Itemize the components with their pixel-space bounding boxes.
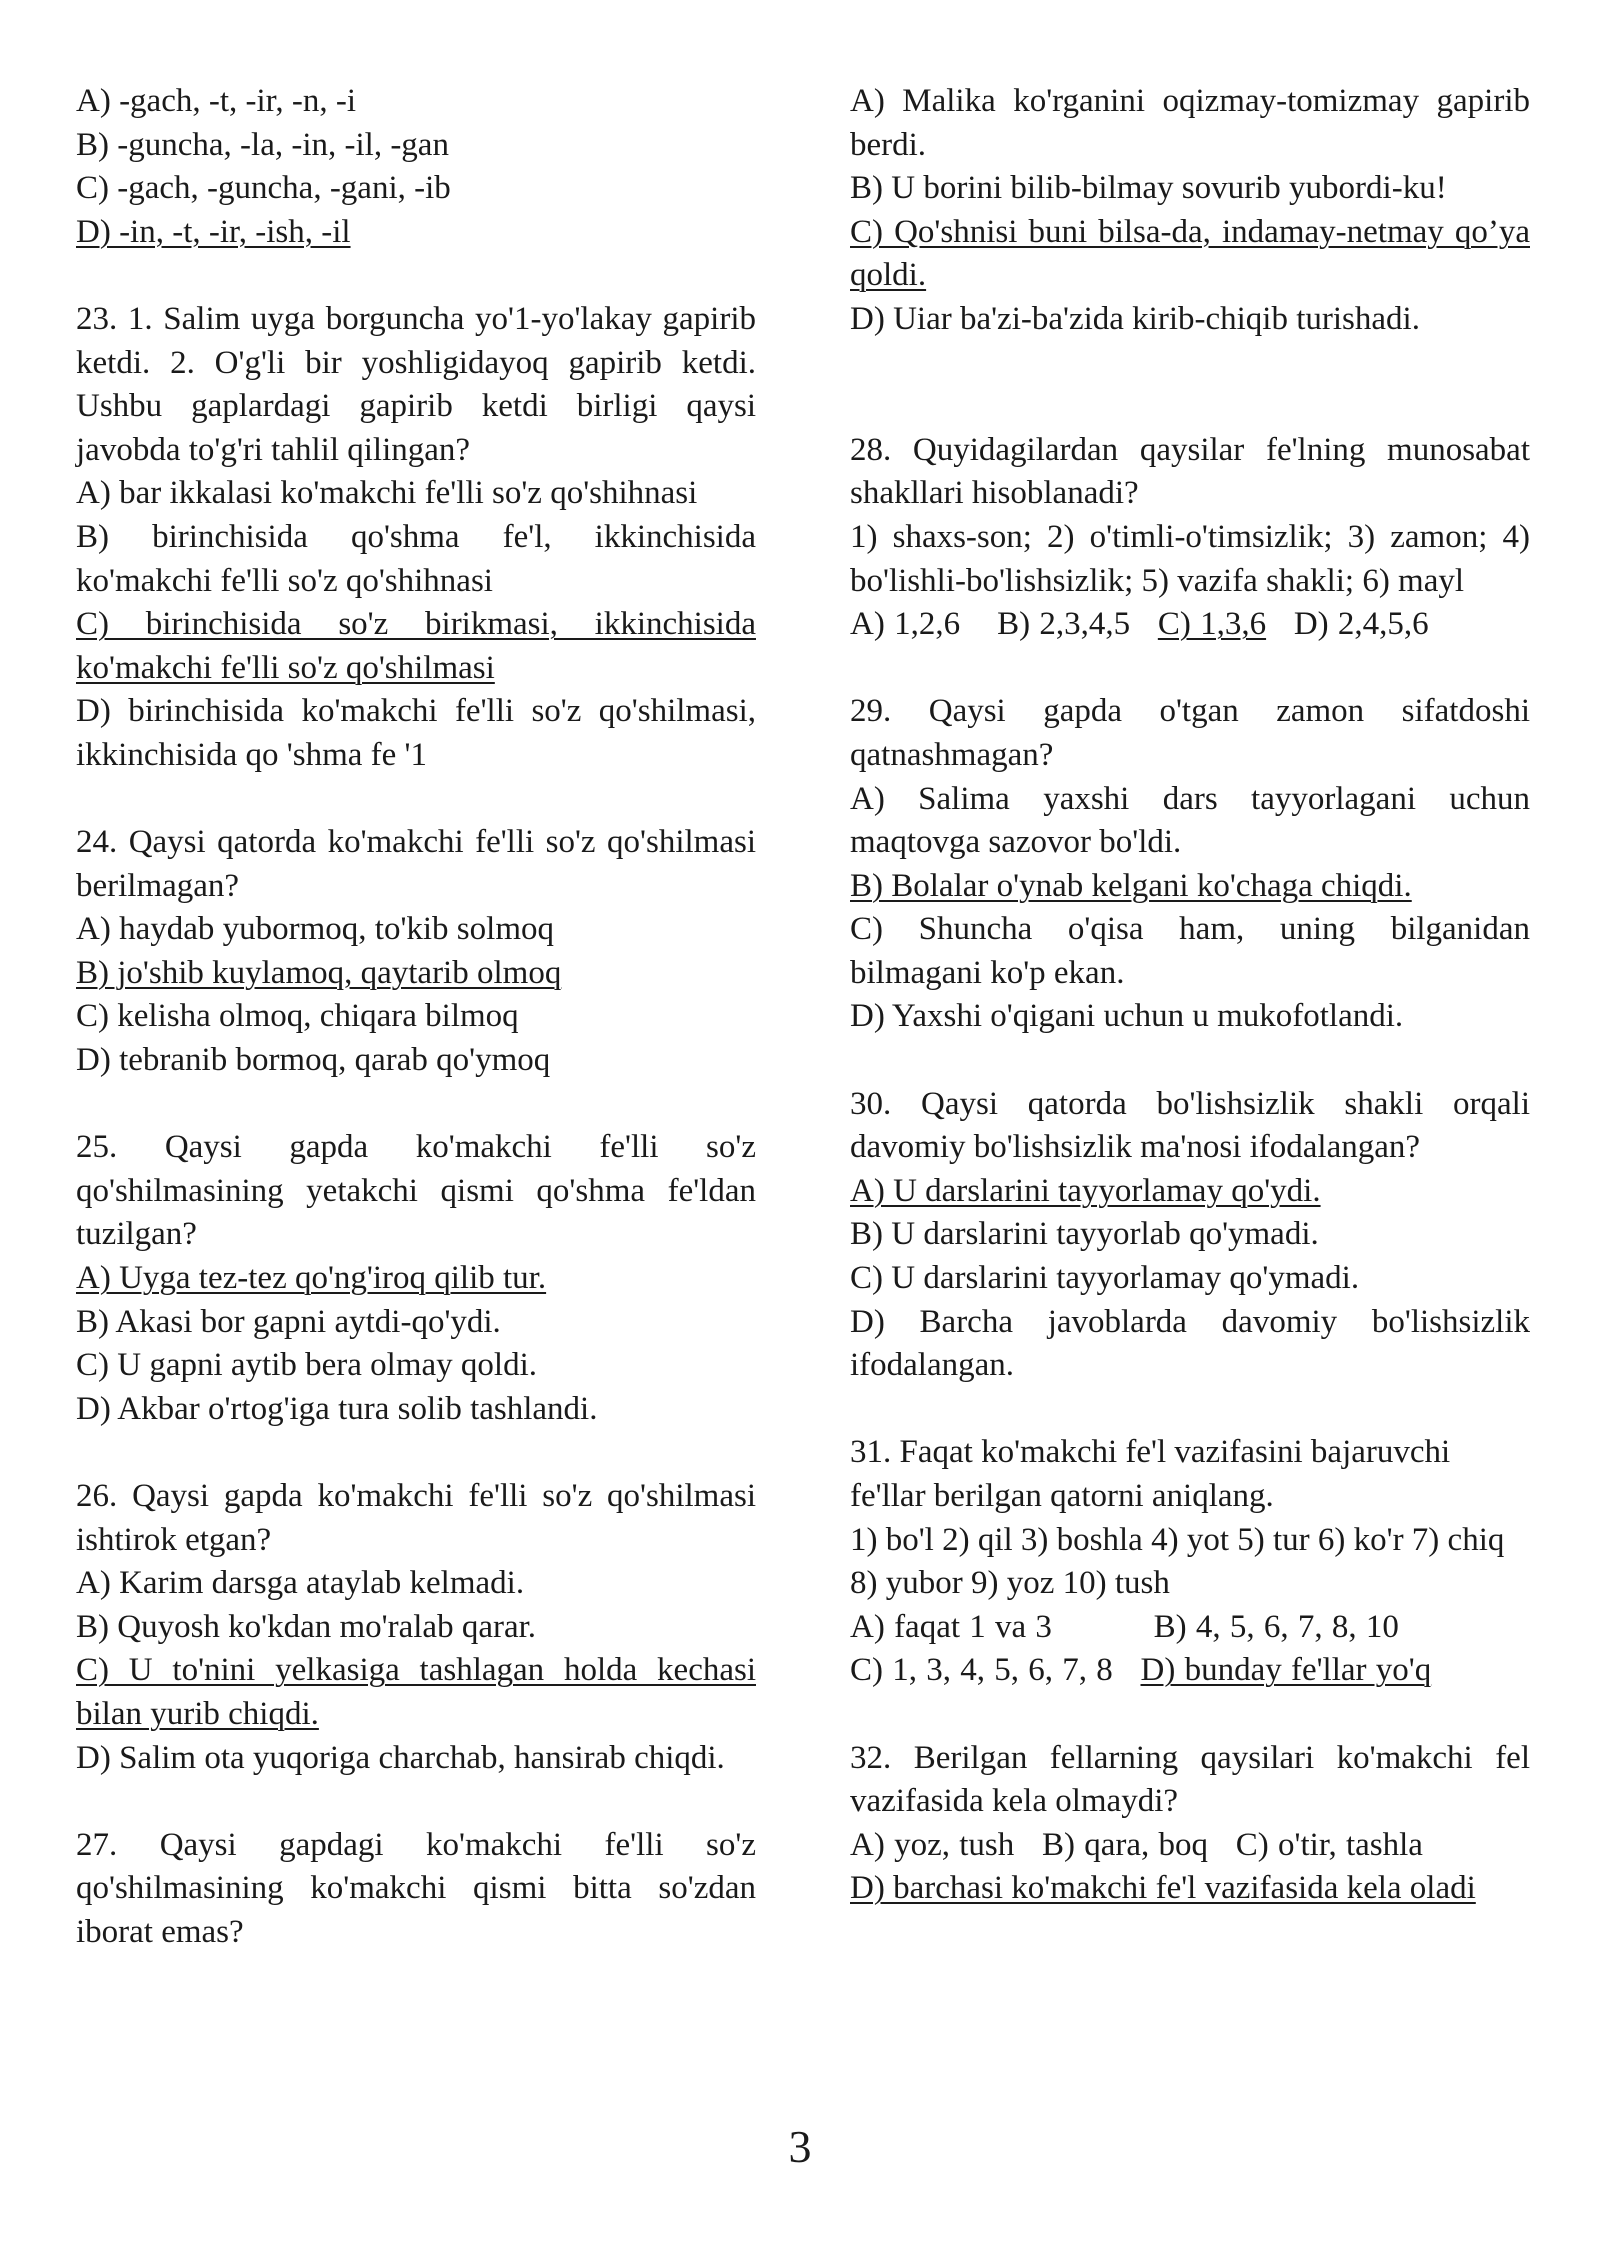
question-text: 27. Qaysi gapdagi ko'makchi fe'lli so'z qo'shilmasining ko'makchi qismi bitta so'zdan iborat emas? xyxy=(76,1826,756,1950)
answer-option: D) Uiar ba'zi-ba'zida kirib-chiqib turishadi. xyxy=(850,300,1420,337)
answer-options-row xyxy=(850,1649,1530,1693)
answer-option: B) 4, 5, 6, 7, 8, 10 xyxy=(1153,1608,1399,1645)
left-column xyxy=(76,80,756,1998)
question-31 xyxy=(850,1431,1530,1693)
answer-option: D) Barcha javoblarda davomiy bo'lishsizlik ifodalangan. xyxy=(850,1303,1530,1384)
answer-options-row xyxy=(850,603,1530,647)
answer-option: B) 2,3,4,5 xyxy=(997,606,1131,643)
correct-answer-option: C) birinchisida so'z birikmasi, ikkinchisida ko'makchi fe'lli so'z qo'shilmasi xyxy=(76,606,756,686)
answer-option: C) U darslarini tayyorlamay qo'ymadi. xyxy=(850,1260,1360,1297)
answer-option: A) 1,2,6 xyxy=(850,606,961,643)
answer-option: D) Salim ota yuqoriga charchab, hansirab chiqdi. xyxy=(76,1739,725,1776)
question-26 xyxy=(76,1475,756,1780)
answer-option: A) haydab yubormoq, to'kib solmoq xyxy=(76,911,554,948)
answer-option: B) U darslarini tayyorlab qo'ymadi. xyxy=(850,1216,1319,1253)
correct-answer-option: D) bunday fe'llar yo'q xyxy=(1140,1652,1432,1689)
answer-option: C) kelisha olmoq, chiqara bilmoq xyxy=(76,998,519,1035)
correct-answer-option: C) 1,3,6 xyxy=(1157,606,1267,643)
answer-option: A) bar ikkalasi ko'makchi fe'lli so'z qo'shihnasi xyxy=(76,475,698,512)
question-32 xyxy=(850,1737,1530,1911)
question-30 xyxy=(850,1083,1530,1388)
answer-option: C) Shuncha o'qisa ham, uning bilganidan bilmagani ko'p ekan. xyxy=(850,911,1530,991)
answer-option: A) Salima yaxshi dars tayyorlagani uchun maqtovga sazovor bo'ldi. xyxy=(850,780,1530,861)
question-24 xyxy=(76,821,756,1083)
correct-answer-option: C) Qo'shnisi buni bilsa-da, indamay-netmay qo’ya qoldi. xyxy=(850,213,1530,294)
question-28 xyxy=(850,429,1530,647)
answer-option: A) faqat 1 va 3 xyxy=(850,1608,1052,1645)
correct-answer-option: A) Uyga tez-tez qo'ng'iroq qilib tur. xyxy=(76,1260,547,1297)
question-25 xyxy=(76,1126,756,1431)
answer-options-row xyxy=(850,1824,1530,1868)
correct-answer-option: B) Bolalar o'ynab kelgani ko'chaga chiqdi. xyxy=(850,867,1412,904)
answer-option: D) Yaxshi o'qigani uchun u mukofotlandi. xyxy=(850,998,1404,1035)
answer-option: D) tebranib bormoq, qarab qo'ymoq xyxy=(76,1042,551,1079)
answer-options-row xyxy=(850,1606,1530,1650)
question-22-tail xyxy=(76,80,756,254)
question-27-options xyxy=(850,80,1530,342)
question-text: 32. Berilgan fellarning qaysilari ko'makchi fel vazifasida kela olmaydi? xyxy=(850,1739,1530,1820)
question-29 xyxy=(850,690,1530,1039)
answer-option: C) o'tir, tashla xyxy=(1235,1826,1423,1863)
question-text: 26. Qaysi gapda ko'makchi fe'lli so'z qo'shilmasi ishtirok etgan? xyxy=(76,1478,756,1558)
correct-answer-option: D) barchasi ko'makchi fe'l vazifasida kela oladi xyxy=(850,1870,1476,1907)
question-items: 1) bo'l 2) qil 3) boshla 4) yot 5) tur 6) ko'r 7) chiq 8) yubor 9) yoz 10) tush xyxy=(850,1521,1505,1602)
answer-option: A) -gach, -t, -ir, -n, -i xyxy=(76,83,356,119)
answer-option: D) Akbar o'rtog'iga tura solib tashlandi. xyxy=(76,1390,598,1427)
correct-answer-option: C) U to'nini yelkasiga tashlagan holda kechasi bilan yurib chiqdi. xyxy=(76,1652,756,1732)
answer-option: B) qara, boq xyxy=(1041,1826,1209,1863)
answer-option: A) yoz, tush xyxy=(850,1826,1015,1863)
answer-option: C) U gapni aytib bera olmay qoldi. xyxy=(76,1347,537,1384)
question-text: 24. Qaysi qatorda ko'makchi fe'lli so'z qo'shilmasi berilmagan? xyxy=(76,824,756,904)
question-27 xyxy=(76,1824,756,1955)
answer-option: D) 2,4,5,6 xyxy=(1293,606,1429,643)
answer-option: B) -guncha, -la, -in, -il, -gan xyxy=(76,126,449,163)
question-text: 28. Quyidagilardan qaysilar fe'lning munosabat shakllari hisoblanadi? xyxy=(850,431,1530,512)
answer-option: B) U borini bilib-bilmay sovurib yubordi-ku! xyxy=(850,170,1447,207)
question-text: 31. Faqat ko'makchi fe'l vazifasini bajaruvchi fe'llar berilgan qatorni aniqlang. xyxy=(850,1434,1451,1514)
answer-option: B) birinchisida qo'shma fe'l, ikkinchisida ko'makchi fe'lli so'z qo'shihnasi xyxy=(76,518,756,599)
page-number: 3 xyxy=(788,2121,812,2172)
answer-option: C) 1, 3, 4, 5, 6, 7, 8 xyxy=(850,1652,1113,1689)
question-items: 1) shaxs-son; 2) o'timli-o'timsizlik; 3) zamon; 4) bo'lishli-bo'lishsizlik; 5) vazifa shakli; 6) mayl xyxy=(850,518,1530,599)
question-23 xyxy=(76,298,756,778)
question-text: 25. Qaysi gapda ko'makchi fe'lli so'z qo'shilmasining yetakchi qismi qo'shma fe'ldan tuzilgan? xyxy=(76,1129,756,1253)
answer-option: C) -gach, -guncha, -gani, -ib xyxy=(76,170,451,207)
right-column xyxy=(850,80,1530,1955)
answer-option: D) birinchisida ko'makchi fe'lli so'z qo'shilmasi, ikkinchisida qo 'shma fe '1 xyxy=(76,693,756,773)
question-text: 30. Qaysi qatorda bo'lishsizlik shakli orqali davomiy bo'lishsizlik ma'nosi ifodalangan? xyxy=(850,1085,1530,1166)
question-text: 23. 1. Salim uyga borguncha yo'1-yo'lakay gapirib ketdi. 2. O'g'li bir yoshligidayoq gapirib ketdi. Ushbu gaplardagi gapirib ketdi birligi qaysi javobda to'g'ri tahlil qilingan? xyxy=(76,300,756,468)
correct-answer-option: D) -in, -t, -ir, -ish, -il xyxy=(76,213,351,250)
answer-option: A) Karim darsga ataylab kelmadi. xyxy=(76,1565,525,1602)
answer-option: B) Akasi bor gapni aytdi-qo'ydi. xyxy=(76,1303,501,1340)
correct-answer-option: B) jo'shib kuylamoq, qaytarib olmoq xyxy=(76,954,562,991)
answer-option: B) Quyosh ko'kdan mo'ralab qarar. xyxy=(76,1608,537,1645)
question-text: 29. Qaysi gapda o'tgan zamon sifatdoshi qatnashmagan? xyxy=(850,693,1530,773)
correct-answer-option: A) U darslarini tayyorlamay qo'ydi. xyxy=(850,1172,1321,1209)
answer-option: A) Malika ko'rganini oqizmay-tomizmay gapirib berdi. xyxy=(850,83,1530,163)
